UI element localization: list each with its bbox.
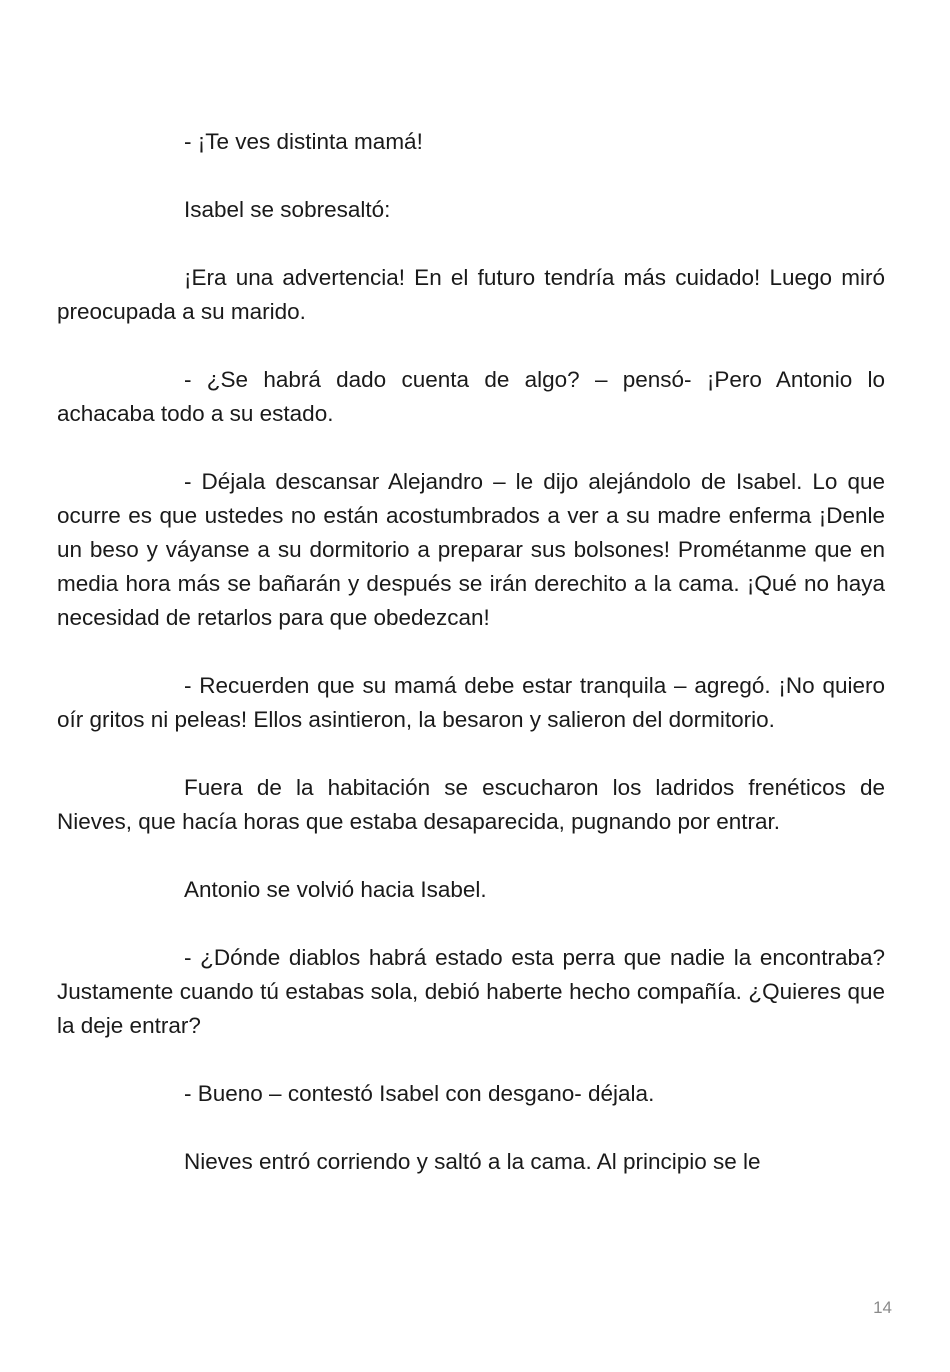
body-text [57, 125, 885, 1213]
paragraph: - Bueno – contestó Isabel con desgano- déjala. [184, 1081, 655, 1106]
paragraph: - ¿Se habrá dado cuenta de algo? – pensó- ¡Pero Antonio lo achacaba todo a su estado. [57, 367, 885, 426]
paragraph: - ¡Te ves distinta mamá! [184, 129, 423, 154]
paragraph: - ¿Dónde diablos habrá estado esta perra que nadie la encontraba? Justamente cuando tú estabas sola, debió haberte hecho compañía. ¿Quieres que la deje entrar? [57, 945, 885, 1038]
paragraph: - Recuerden que su mamá debe estar tranquila – agregó. ¡No quiero oír gritos ni peleas! Ellos asintieron, la besaron y salieron del dormitorio. [57, 673, 885, 732]
paragraph: ¡Era una advertencia! En el futuro tendría más cuidado! Luego miró preocupada a su marido. [57, 265, 885, 324]
paragraph: Isabel se sobresaltó: [184, 197, 391, 222]
paragraph: - Déjala descansar Alejandro – le dijo alejándolo de Isabel. Lo que ocurre es que ustedes no están acostumbrados a ver a su madre enferma ¡Denle un beso y váyanse a su dormitorio a preparar sus bolsones! Prométanme que en media hora más se bañarán y después se irán derechito a la cama. ¡Qué no haya necesidad de retarlos para que obedezcan! [57, 469, 885, 630]
paragraph: Antonio se volvió hacia Isabel. [184, 877, 487, 902]
paragraph: Fuera de la habitación se escucharon los ladridos frenéticos de Nieves, que hacía horas que estaba desaparecida, pugnando por entrar. [57, 775, 885, 834]
paragraph: Nieves entró corriendo y saltó a la cama. Al principio se le [184, 1149, 761, 1174]
page-number: 14 [873, 1298, 892, 1317]
